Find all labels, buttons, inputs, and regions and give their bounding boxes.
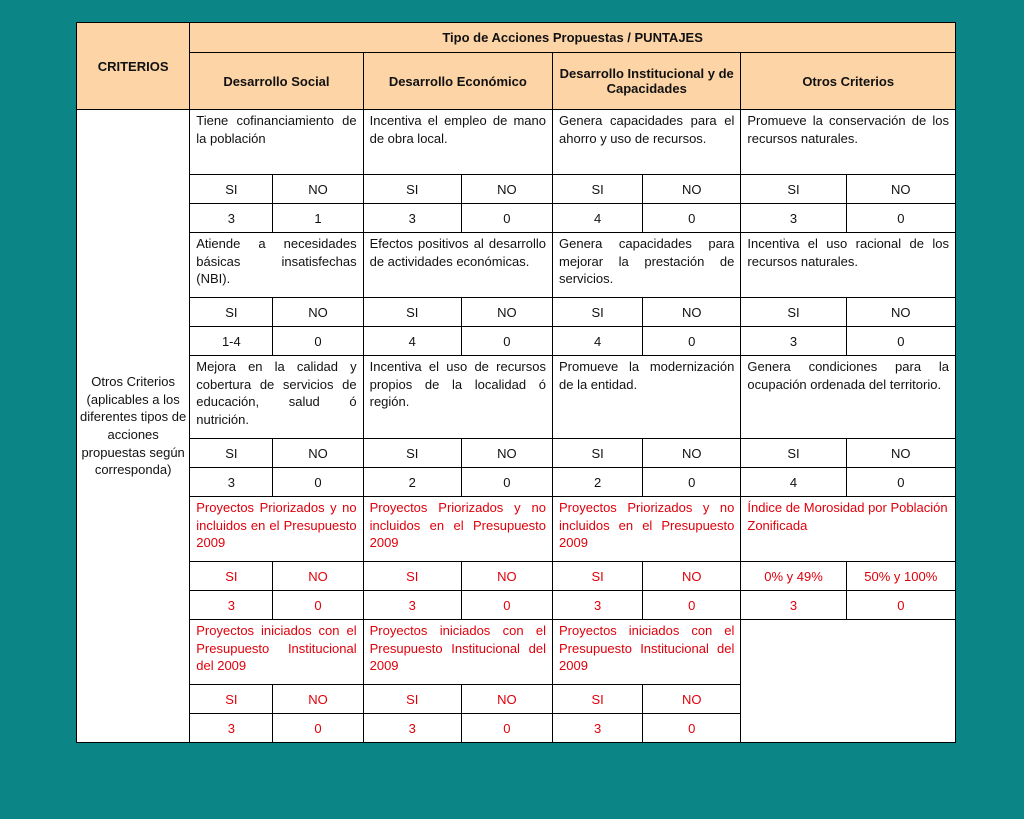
criterion-description: Proyectos iniciados con el Presupuesto Institucional del 2009	[363, 620, 552, 685]
score-cell: 4	[363, 327, 461, 356]
score-cell: 0	[643, 327, 741, 356]
option-cell: NO	[643, 175, 741, 204]
criterion-description: Atiende a necesidades básicas insatisfechas (NBI).	[190, 233, 363, 298]
column-header-desarrollo-economico: Desarrollo Económico	[363, 53, 552, 110]
score-cell: 0	[461, 327, 552, 356]
score-cell: 3	[190, 468, 273, 497]
option-cell: SI	[363, 562, 461, 591]
criterion-description: Proyectos iniciados con el Presupuesto Institucional del 2009	[553, 620, 741, 685]
score-cell: 0	[273, 468, 363, 497]
criterion-description: Proyectos Priorizados y no incluidos en el Presupuesto 2009	[363, 497, 552, 562]
criterion-description: Genera capacidades para el ahorro y uso de recursos.	[553, 110, 741, 175]
score-cell: 3	[363, 591, 461, 620]
option-cell: SI	[741, 175, 846, 204]
criterion-description: Índice de Morosidad por Población Zonificada	[741, 497, 956, 562]
score-cell: 3	[190, 591, 273, 620]
criterion-description: Proyectos Priorizados y no incluidos en el Presupuesto 2009	[190, 497, 363, 562]
score-cell: 4	[741, 468, 846, 497]
score-cell: 3	[363, 204, 461, 233]
score-cell: 0	[643, 714, 741, 743]
score-cell: 0	[461, 468, 552, 497]
criterion-description: Mejora en la calidad y cobertura de servicios de educación, salud ó nutrición.	[190, 356, 363, 439]
option-cell: NO	[461, 685, 552, 714]
column-header-otros-criterios: Otros Criterios	[741, 53, 956, 110]
option-cell: NO	[643, 439, 741, 468]
option-cell: SI	[553, 562, 643, 591]
score-cell: 0	[273, 327, 363, 356]
score-cell: 0	[643, 591, 741, 620]
option-cell: NO	[273, 175, 363, 204]
option-cell: SI	[741, 439, 846, 468]
option-cell: SI	[363, 439, 461, 468]
option-cell: NO	[846, 439, 955, 468]
score-cell: 4	[553, 327, 643, 356]
option-cell: SI	[190, 175, 273, 204]
score-cell: 3	[190, 204, 273, 233]
score-cell: 0	[846, 327, 955, 356]
score-cell: 3	[553, 714, 643, 743]
score-cell: 0	[846, 204, 955, 233]
option-cell: NO	[846, 298, 955, 327]
criterion-description: Incentiva el empleo de mano de obra local.	[363, 110, 552, 175]
option-cell: SI	[363, 175, 461, 204]
option-cell: NO	[643, 298, 741, 327]
option-cell: SI	[190, 298, 273, 327]
score-cell: 2	[363, 468, 461, 497]
criterion-description: Genera condiciones para la ocupación ordenada del territorio.	[741, 356, 956, 439]
criteria-table	[76, 22, 956, 743]
score-cell: 0	[273, 591, 363, 620]
empty-cell	[741, 620, 956, 743]
score-cell: 1	[273, 204, 363, 233]
criterion-description: Promueve la conservación de los recursos naturales.	[741, 110, 956, 175]
tipo-acciones-header: Tipo de Acciones Propuestas / PUNTAJES	[190, 23, 956, 53]
option-cell: NO	[846, 175, 955, 204]
option-cell: 50% y 100%	[846, 562, 955, 591]
score-cell: 0	[846, 468, 955, 497]
column-header-desarrollo-social: Desarrollo Social	[190, 53, 363, 110]
score-cell: 0	[273, 714, 363, 743]
score-cell: 2	[553, 468, 643, 497]
score-cell: 4	[553, 204, 643, 233]
criterios-header: CRITERIOS	[77, 23, 190, 110]
option-cell: SI	[363, 685, 461, 714]
criterion-description: Tiene cofinanciamiento de la población	[190, 110, 363, 175]
score-cell: 0	[461, 714, 552, 743]
option-cell: SI	[553, 298, 643, 327]
option-cell: SI	[553, 685, 643, 714]
score-cell: 3	[363, 714, 461, 743]
option-cell: SI	[553, 175, 643, 204]
option-cell: NO	[643, 685, 741, 714]
option-cell: 0% y 49%	[741, 562, 846, 591]
score-cell: 0	[846, 591, 955, 620]
option-cell: NO	[461, 562, 552, 591]
option-cell: SI	[553, 439, 643, 468]
criterion-description: Promueve la modernización de la entidad.	[553, 356, 741, 439]
option-cell: NO	[273, 562, 363, 591]
score-cell: 0	[461, 591, 552, 620]
criterion-description: Proyectos Priorizados y no incluidos en el Presupuesto 2009	[553, 497, 741, 562]
option-cell: SI	[741, 298, 846, 327]
score-cell: 3	[553, 591, 643, 620]
criterion-description: Proyectos iniciados con el Presupuesto Institucional del 2009	[190, 620, 363, 685]
option-cell: NO	[461, 439, 552, 468]
criterion-description: Genera capacidades para mejorar la prestación de servicios.	[553, 233, 741, 298]
option-cell: NO	[461, 298, 552, 327]
score-cell: 0	[461, 204, 552, 233]
row-label-otros-criterios: Otros Criterios (aplicables a los diferentes tipos de acciones propuestas según corresponda)	[77, 110, 190, 743]
option-cell: NO	[273, 439, 363, 468]
option-cell: NO	[273, 685, 363, 714]
option-cell: NO	[273, 298, 363, 327]
column-header-desarrollo-institucional: Desarrollo Institucional y de Capacidades	[553, 53, 741, 110]
score-cell: 1-4	[190, 327, 273, 356]
score-cell: 3	[741, 591, 846, 620]
score-cell: 0	[643, 468, 741, 497]
option-cell: SI	[190, 562, 273, 591]
option-cell: SI	[190, 439, 273, 468]
option-cell: NO	[461, 175, 552, 204]
score-cell: 0	[643, 204, 741, 233]
criterion-description: Efectos positivos al desarrollo de actividades económicas.	[363, 233, 552, 298]
score-cell: 3	[741, 204, 846, 233]
option-cell: SI	[190, 685, 273, 714]
criterion-description: Incentiva el uso de recursos propios de la localidad ó región.	[363, 356, 552, 439]
score-cell: 3	[741, 327, 846, 356]
option-cell: SI	[363, 298, 461, 327]
criterion-description: Incentiva el uso racional de los recursos naturales.	[741, 233, 956, 298]
score-cell: 3	[190, 714, 273, 743]
option-cell: NO	[643, 562, 741, 591]
